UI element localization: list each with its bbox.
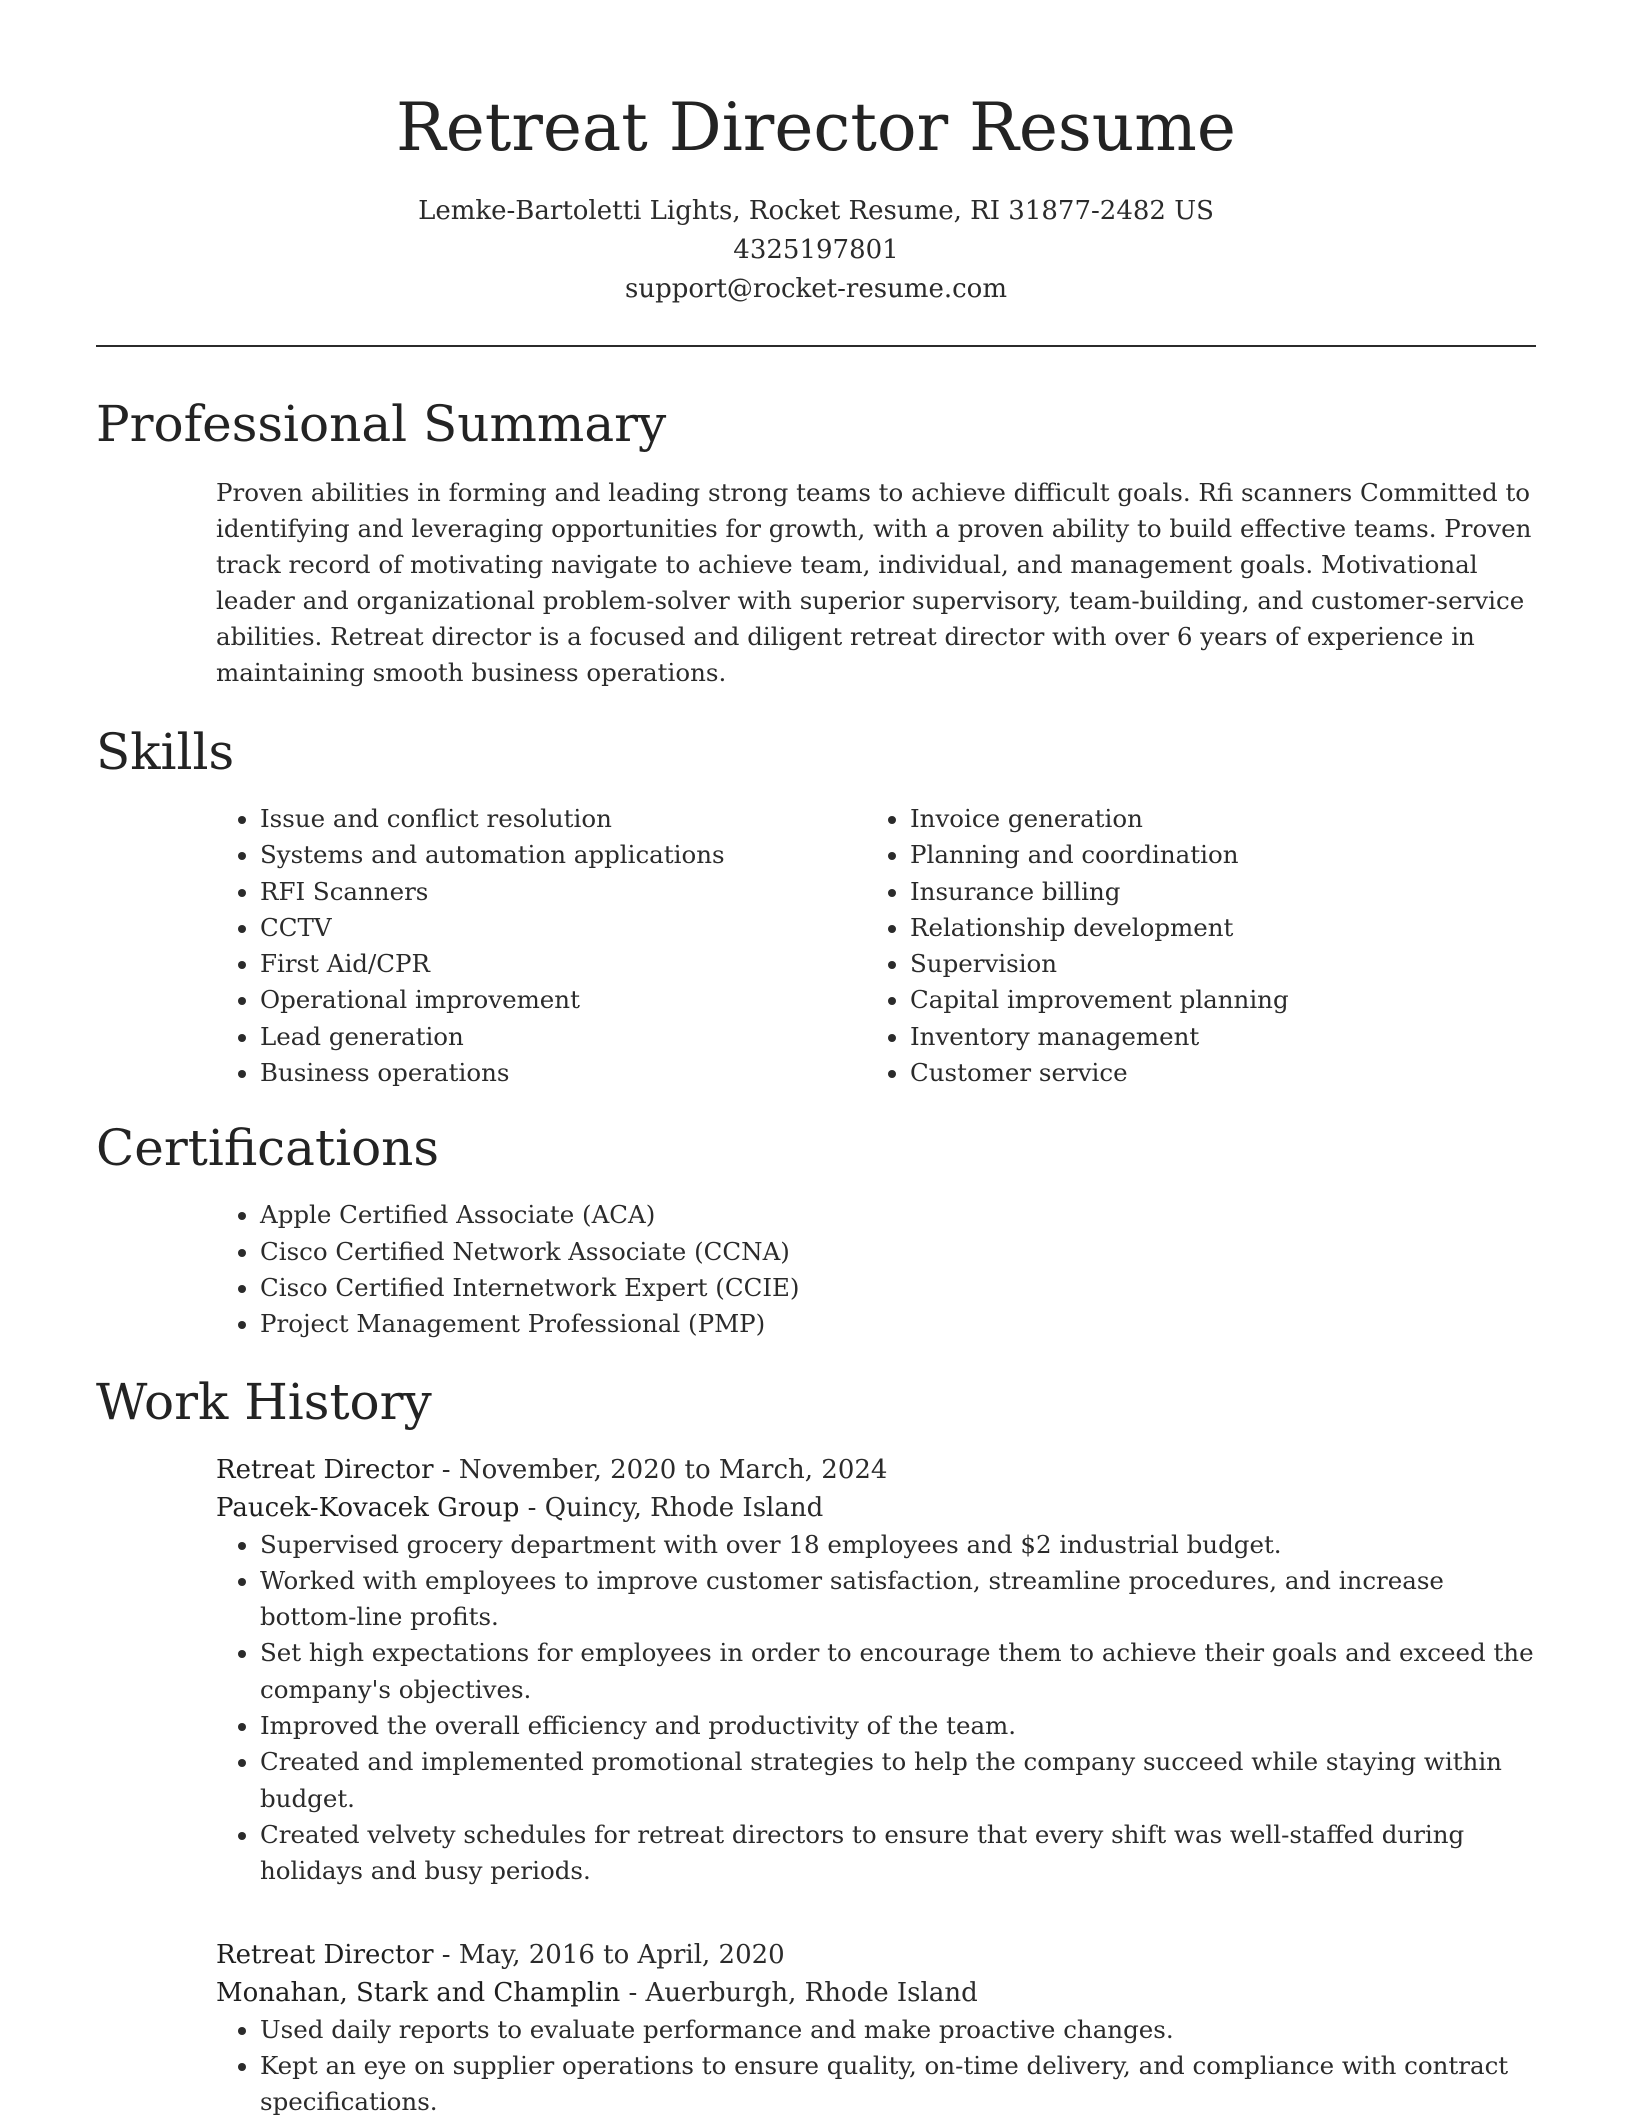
skills-columns: [216, 801, 1536, 1091]
skill-item: • Business operations: [260, 1055, 866, 1091]
certification-item: • Project Management Professional (PMP): [260, 1306, 1536, 1342]
job-separator: -: [433, 1454, 459, 1485]
skill-item: • Systems and automation applications: [260, 837, 866, 873]
certifications-list-wrap: [216, 1197, 1536, 1342]
job-bullet: • Created and implemented promotional strategies to help the company succeed while staying within budget.: [260, 1744, 1536, 1817]
job-location: Quincy, Rhode Island: [544, 1492, 824, 1523]
skill-item: • Customer service: [910, 1055, 1516, 1091]
job-title-line: [216, 1451, 1536, 1489]
contact-phone: 4325197801: [733, 235, 899, 265]
skill-item: • Planning and coordination: [910, 837, 1516, 873]
job-dates: November, 2020 to March, 2024: [458, 1454, 888, 1485]
job-title: Retreat Director: [216, 1939, 434, 1970]
certifications-heading: Certifications: [96, 1119, 440, 1178]
job-company: Monahan, Stark and Champlin: [216, 1977, 621, 2008]
skills-list-left: [216, 801, 866, 1091]
skills-list-right: [866, 801, 1516, 1091]
job-company-line: [216, 1974, 1536, 2012]
contact-address: Lemke-Bartoletti Lights, Rocket Resume, RI 31877-2482 US: [418, 196, 1214, 226]
job-bullets: [216, 2012, 1536, 2120]
job-entry: [216, 1936, 1536, 2120]
contact-email: support@rocket-resume.com: [624, 274, 1007, 304]
page-title: Retreat Director Resume: [396, 89, 1236, 166]
skill-item: • Issue and conflict resolution: [260, 801, 866, 837]
skill-item: • CCTV: [260, 910, 866, 946]
summary-heading: Professional Summary: [96, 395, 667, 453]
skills-column-right: [866, 801, 1516, 1091]
resume-header: [96, 0, 1536, 309]
skill-item: • Invoice generation: [910, 801, 1516, 837]
job-bullet: • Created velvety schedules for retreat directors to ensure that every shift was well-staffed during holidays and busy periods.: [260, 1817, 1536, 1890]
skill-item: • RFI Scanners: [260, 874, 866, 910]
job-entry: [216, 1451, 1536, 1890]
job-separator: -: [433, 1939, 459, 1970]
summary-section: [96, 391, 1536, 691]
skills-section: [96, 719, 1536, 1091]
job-location: Auerburgh, Rhode Island: [645, 1977, 978, 2008]
job-bullet: • Worked with employees to improve customer satisfaction, streamline procedures, and increase bottom-line profits.: [260, 1563, 1536, 1636]
skill-item: • Lead generation: [260, 1019, 866, 1055]
skill-item: • First Aid/CPR: [260, 946, 866, 982]
job-title: Retreat Director: [216, 1454, 434, 1485]
job-separator: -: [519, 1492, 545, 1523]
certifications-section: [96, 1115, 1536, 1342]
certification-item: • Cisco Certified Network Associate (CCNA): [260, 1234, 1536, 1270]
job-company: Paucek-Kovacek Group: [216, 1492, 520, 1523]
skill-item: • Inventory management: [910, 1019, 1516, 1055]
skill-item: • Supervision: [910, 946, 1516, 982]
certifications-list: [216, 1197, 1536, 1342]
job-bullet: • Improved the overall efficiency and productivity of the team.: [260, 1708, 1536, 1744]
job-title-line: [216, 1936, 1536, 1974]
job-bullet: • Used daily reports to evaluate performance and make proactive changes.: [260, 2012, 1536, 2048]
skill-item: • Operational improvement: [260, 982, 866, 1018]
header-divider: [96, 345, 1536, 347]
job-bullet: • Set high expectations for employees in order to encourage them to achieve their goals and exceed the company's objectives.: [260, 1635, 1536, 1708]
job-dates: May, 2016 to April, 2020: [458, 1939, 785, 1970]
skill-item: • Insurance billing: [910, 874, 1516, 910]
job-bullet: • Supervised grocery department with over 18 employees and $2 industrial budget.: [260, 1527, 1536, 1563]
certification-item: • Apple Certified Associate (ACA): [260, 1197, 1536, 1233]
skill-item: • Relationship development: [910, 910, 1516, 946]
summary-text: Proven abilities in forming and leading strong teams to achieve difficult goals. Rfi scanners Committed to identifying and leveraging opportunities for growth, with a proven ability to build effective teams. Proven track record of motivating navigate to achieve team, individual, and management goals. Motivational leader and organizational problem-solver with superior supervisory, team-building, and customer-service abilities. Retreat director is a focused and diligent retreat director with over 6 years of experience in maintaining smooth business operations.: [216, 478, 1532, 687]
job-bullet: • Kept an eye on supplier operations to ensure quality, on-time delivery, and compliance with contract specifications.: [260, 2048, 1536, 2120]
skills-heading: Skills: [96, 723, 235, 781]
job-company-line: [216, 1489, 1536, 1527]
work-history-section: [96, 1369, 1536, 2120]
skill-item: • Capital improvement planning: [910, 982, 1516, 1018]
job-separator: -: [620, 1977, 646, 2008]
contact-info: [96, 192, 1536, 309]
work-history-heading: Work History: [96, 1372, 432, 1431]
certification-item: • Cisco Certified Internetwork Expert (CCIE): [260, 1270, 1536, 1306]
job-bullets: [216, 1527, 1536, 1890]
skills-column-left: [216, 801, 866, 1091]
